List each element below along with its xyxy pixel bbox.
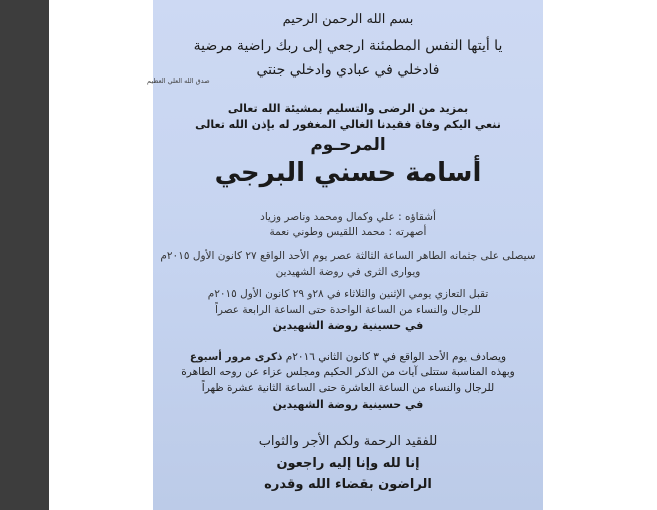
condolences-hours: للرجال والنساء من الساعة الواحدة حتى الساعة الرابعة عصراً — [214, 304, 482, 316]
week-memorial-hours: للرجال والنساء من الساعة العاشرة حتى الساعة الثانية عشرة ظهراً — [201, 382, 495, 394]
intro-line-2: ننعي اليكم وفاة فقيدنا الغالي المغفور له بإذن الله تعالى — [195, 118, 501, 131]
week-memorial-line — [153, 351, 543, 363]
verse-attribution: صدق الله العلي العظيم — [147, 77, 210, 85]
basmala: بسم الله الرحمن الرحيم — [282, 12, 414, 27]
intro-line-1: بمزيد من الرضى والتسليم بمشيئة الله تعالى — [227, 102, 469, 115]
in-laws-line: أصهرته : محمد اللقيس وطوني نعمة — [269, 226, 427, 238]
deceased-title: المرحـوم — [310, 135, 386, 155]
siblings-line: أشقاؤه : علي وكمال ومحمد وناصر وزياد — [260, 211, 436, 223]
deceased-name: أسامة حسني البرجي — [214, 158, 482, 188]
closing-line-1: للفقيد الرحمة ولكم الأجر والثواب — [258, 434, 438, 449]
week-memorial-recitation: وبهذه المناسبة ستتلى آيات من الذكر الحكيم ومجلس عزاء عن روحه الطاهرة — [181, 366, 515, 378]
closing-line-2: إنا لله وإنا إليه راجعون — [276, 456, 420, 471]
condolences-dates: تقبل التعازي يومي الإثنين والثلاثاء في ٢٨و ٢٩ كانون الأول ٢٠١٥م — [207, 288, 489, 300]
burial-line: ويوارى الثرى في روضة الشهيدين — [275, 266, 421, 278]
week-memorial-date: ويصادف يوم الأحد الواقع في ٣ كانون الثاني ٢٠١٦م — [285, 351, 507, 363]
quran-verse-line-2: فادخلي في عبادي وادخلي جنتي — [256, 62, 440, 78]
quran-verse-line-1: يا أيتها النفس المطمئنة ارجعي إلى ربك راضية مرضية — [193, 38, 503, 54]
left-dark-bar — [0, 0, 49, 510]
closing-line-3: الراضون بقضاء الله وقدره — [264, 477, 432, 492]
funeral-prayer-line: سيصلى على جثمانه الطاهر الساعة الثالثة عصر يوم الأحد الواقع ٢٧ كانون الأول ٢٠١٥م — [160, 250, 536, 262]
obituary-notice — [147, 0, 543, 510]
condolences-location: في حسينية روضة الشهيدين — [272, 319, 424, 332]
week-memorial-location: في حسينية روضة الشهيدين — [272, 398, 424, 411]
week-memorial-bold: ذكرى مرور أسبوع — [189, 351, 283, 363]
